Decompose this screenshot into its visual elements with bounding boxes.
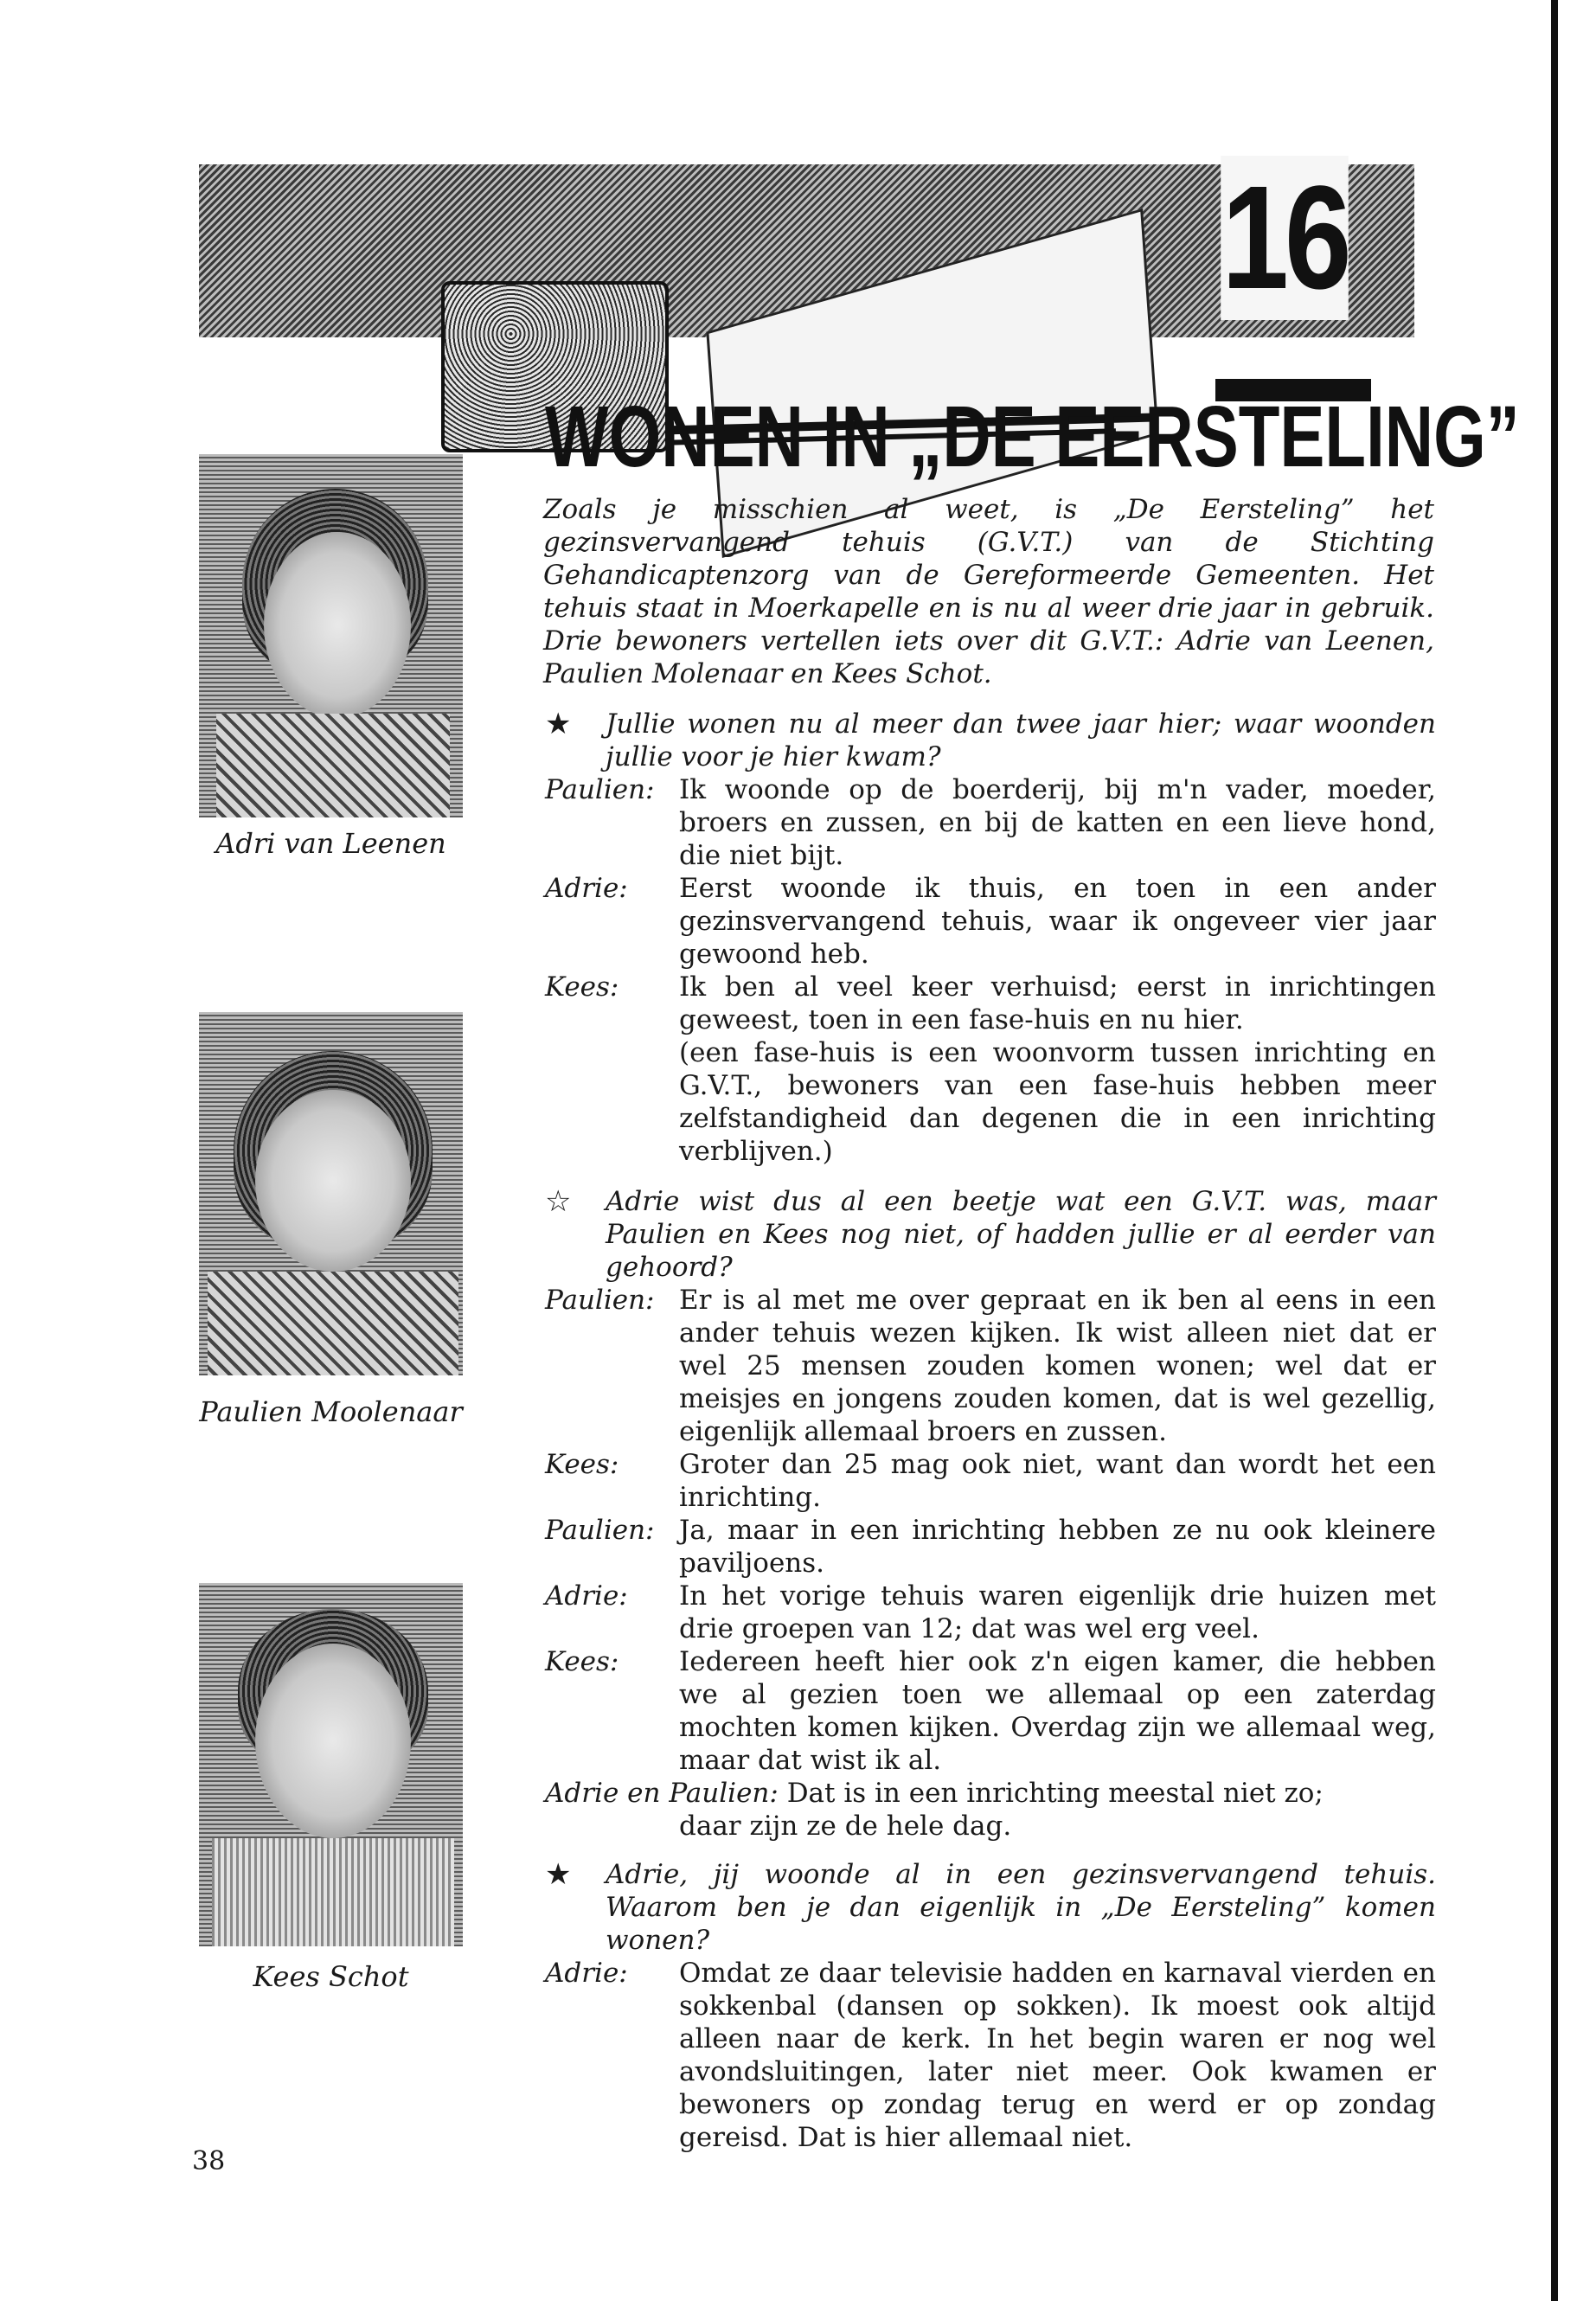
photo-paulien-moolenaar: [199, 1012, 463, 1375]
photo-adri-van-leenen: [199, 454, 463, 817]
star-icon: ★: [545, 707, 572, 741]
speaker-label: Kees:: [545, 1449, 619, 1480]
speaker-label: Adrie en Paulien:: [545, 1778, 779, 1809]
answer-text: Groter dan 25 mag ook niet, want dan wordt het een inrichting.: [679, 1449, 1436, 1513]
speaker-label: Adrie:: [545, 1580, 628, 1612]
speaker-label: Kees:: [545, 971, 619, 1003]
star-icon: ★: [545, 1857, 572, 1892]
answer-kees-2: [545, 1448, 1436, 1514]
answer-text: Omdat ze daar televisie hadden en karnaval vierden en sokkenbal (dansen op sokken). Ik moest ook altijd alleen naar de kerk. In het begin waren er nog wel avondsluitingen, later niet meer. Ook kwamen er bewoners op zondag terug en werd er op zondag gereisd. Dat is hier allemaal niet.: [679, 1958, 1436, 2153]
answer-adrie-3: [545, 1957, 1436, 2154]
answer-adrie-2: [545, 1580, 1436, 1645]
answer-text: Er is al met me over gepraat en ik ben al eens in een ander tehuis wezen kijken. Ik wist alleen niet dat er wel 25 mensen zouden komen wonen; wel dat er meisjes en jongens zouden komen, dat is wel gezellig, eigenlijk allemaal broers en zussen.: [679, 1285, 1436, 1447]
answer-text-rest: daar zijn ze de hele dag.: [679, 1811, 1012, 1842]
question-1: [545, 708, 1436, 773]
speaker-label: Paulien:: [545, 1515, 655, 1546]
answer-kees-1: [545, 971, 1436, 1168]
answer-text-first: Dat is in een inrichting meestal niet zo;: [786, 1778, 1324, 1809]
page-edge-rule: [1551, 0, 1558, 2301]
question-2-text: Adrie wist dus al een beetje wat een G.V.T. was, maar Paulien en Kees nog niet, of hadden jullie er al eerder van gehoord?: [606, 1186, 1436, 1283]
speaker-label: Adrie:: [545, 1958, 628, 1989]
answer-kees-3: [545, 1645, 1436, 1777]
question-1-text: Jullie wonen nu al meer dan twee jaar hier; waar woonden jullie voor je hier kwam?: [606, 708, 1436, 772]
caption-adri: Adri van Leenen: [215, 827, 446, 860]
answer-adrie-en-paulien: [545, 1777, 1436, 1843]
answer-paulien-2: [545, 1284, 1436, 1448]
answer-adrie-1: [545, 872, 1436, 971]
caption-paulien: Paulien Moolenaar: [199, 1395, 463, 1428]
answer-text: Ik ben al veel keer verhuisd; eerst in inrichtingen geweest, toen in een fase-huis en nu hier.: [679, 971, 1436, 1035]
intro-paragraph: Zoals je misschien al weet, is „De Eersteling” het gezinsvervangend tehuis (G.V.T.) van de Stichting Gehandicaptenzorg van de Gereformeerde Gemeenten. Het tehuis staat in Moerkapelle en is nu al weer drie jaar in gebruik. Drie bewoners vertellen iets over dit G.V.T.: Adrie van Leenen, Paulien Molenaar en Kees Schot.: [543, 494, 1434, 689]
speaker-label: Paulien:: [545, 774, 655, 805]
answer-text: Iedereen heeft hier ook z'n eigen kamer, die hebben we al gezien toen we allemaal op een zaterdag mochten komen kijken. Overdag zijn we allemaal weg, maar dat wist ik al.: [679, 1646, 1436, 1776]
chapter-number: 16: [1221, 156, 1348, 320]
page-number: 38: [192, 2146, 226, 2176]
answer-paulien-1: [545, 773, 1436, 872]
answer-text: Eerst woonde ik thuis, en toen in een ander gezinsvervangend tehuis, waar ik ongeveer vier jaar gewoond heb.: [679, 873, 1436, 970]
answer-paulien-3: [545, 1514, 1436, 1580]
question-3: [545, 1858, 1436, 1957]
fase-huis-note: (een fase-huis is een woonvorm tussen inrichting en G.V.T., bewoners van een fase-huis hebben meer zelfstandigheid dan degenen die in een inrichting verblijven.): [679, 1037, 1436, 1167]
answer-text: Ja, maar in een inrichting hebben ze nu ook kleinere paviljoens.: [679, 1515, 1436, 1579]
speaker-label: Adrie:: [545, 873, 628, 904]
question-2: [545, 1185, 1436, 1284]
speaker-label: Paulien:: [545, 1285, 655, 1316]
star-outline-icon: ☆: [545, 1184, 572, 1219]
answer-text: Ik woonde op de boerderij, bij m'n vader, moeder, broers en zussen, en bij de katten en een lieve hond, die niet bijt.: [679, 774, 1436, 871]
caption-kees: Kees Schot: [253, 1960, 409, 1993]
speaker-label: Kees:: [545, 1646, 619, 1677]
question-3-text: Adrie, jij woonde al in een gezinsvervangend tehuis. Waarom ben je dan eigenlijk in „De Eersteling” komen wonen?: [606, 1859, 1436, 1956]
photo-kees-schot: [199, 1583, 463, 1946]
answer-text: In het vorige tehuis waren eigenlijk drie huizen met drie groepen van 12; dat was wel erg veel.: [679, 1580, 1436, 1644]
page-title: WONEN IN „DE EERSTELING”: [545, 388, 1520, 485]
